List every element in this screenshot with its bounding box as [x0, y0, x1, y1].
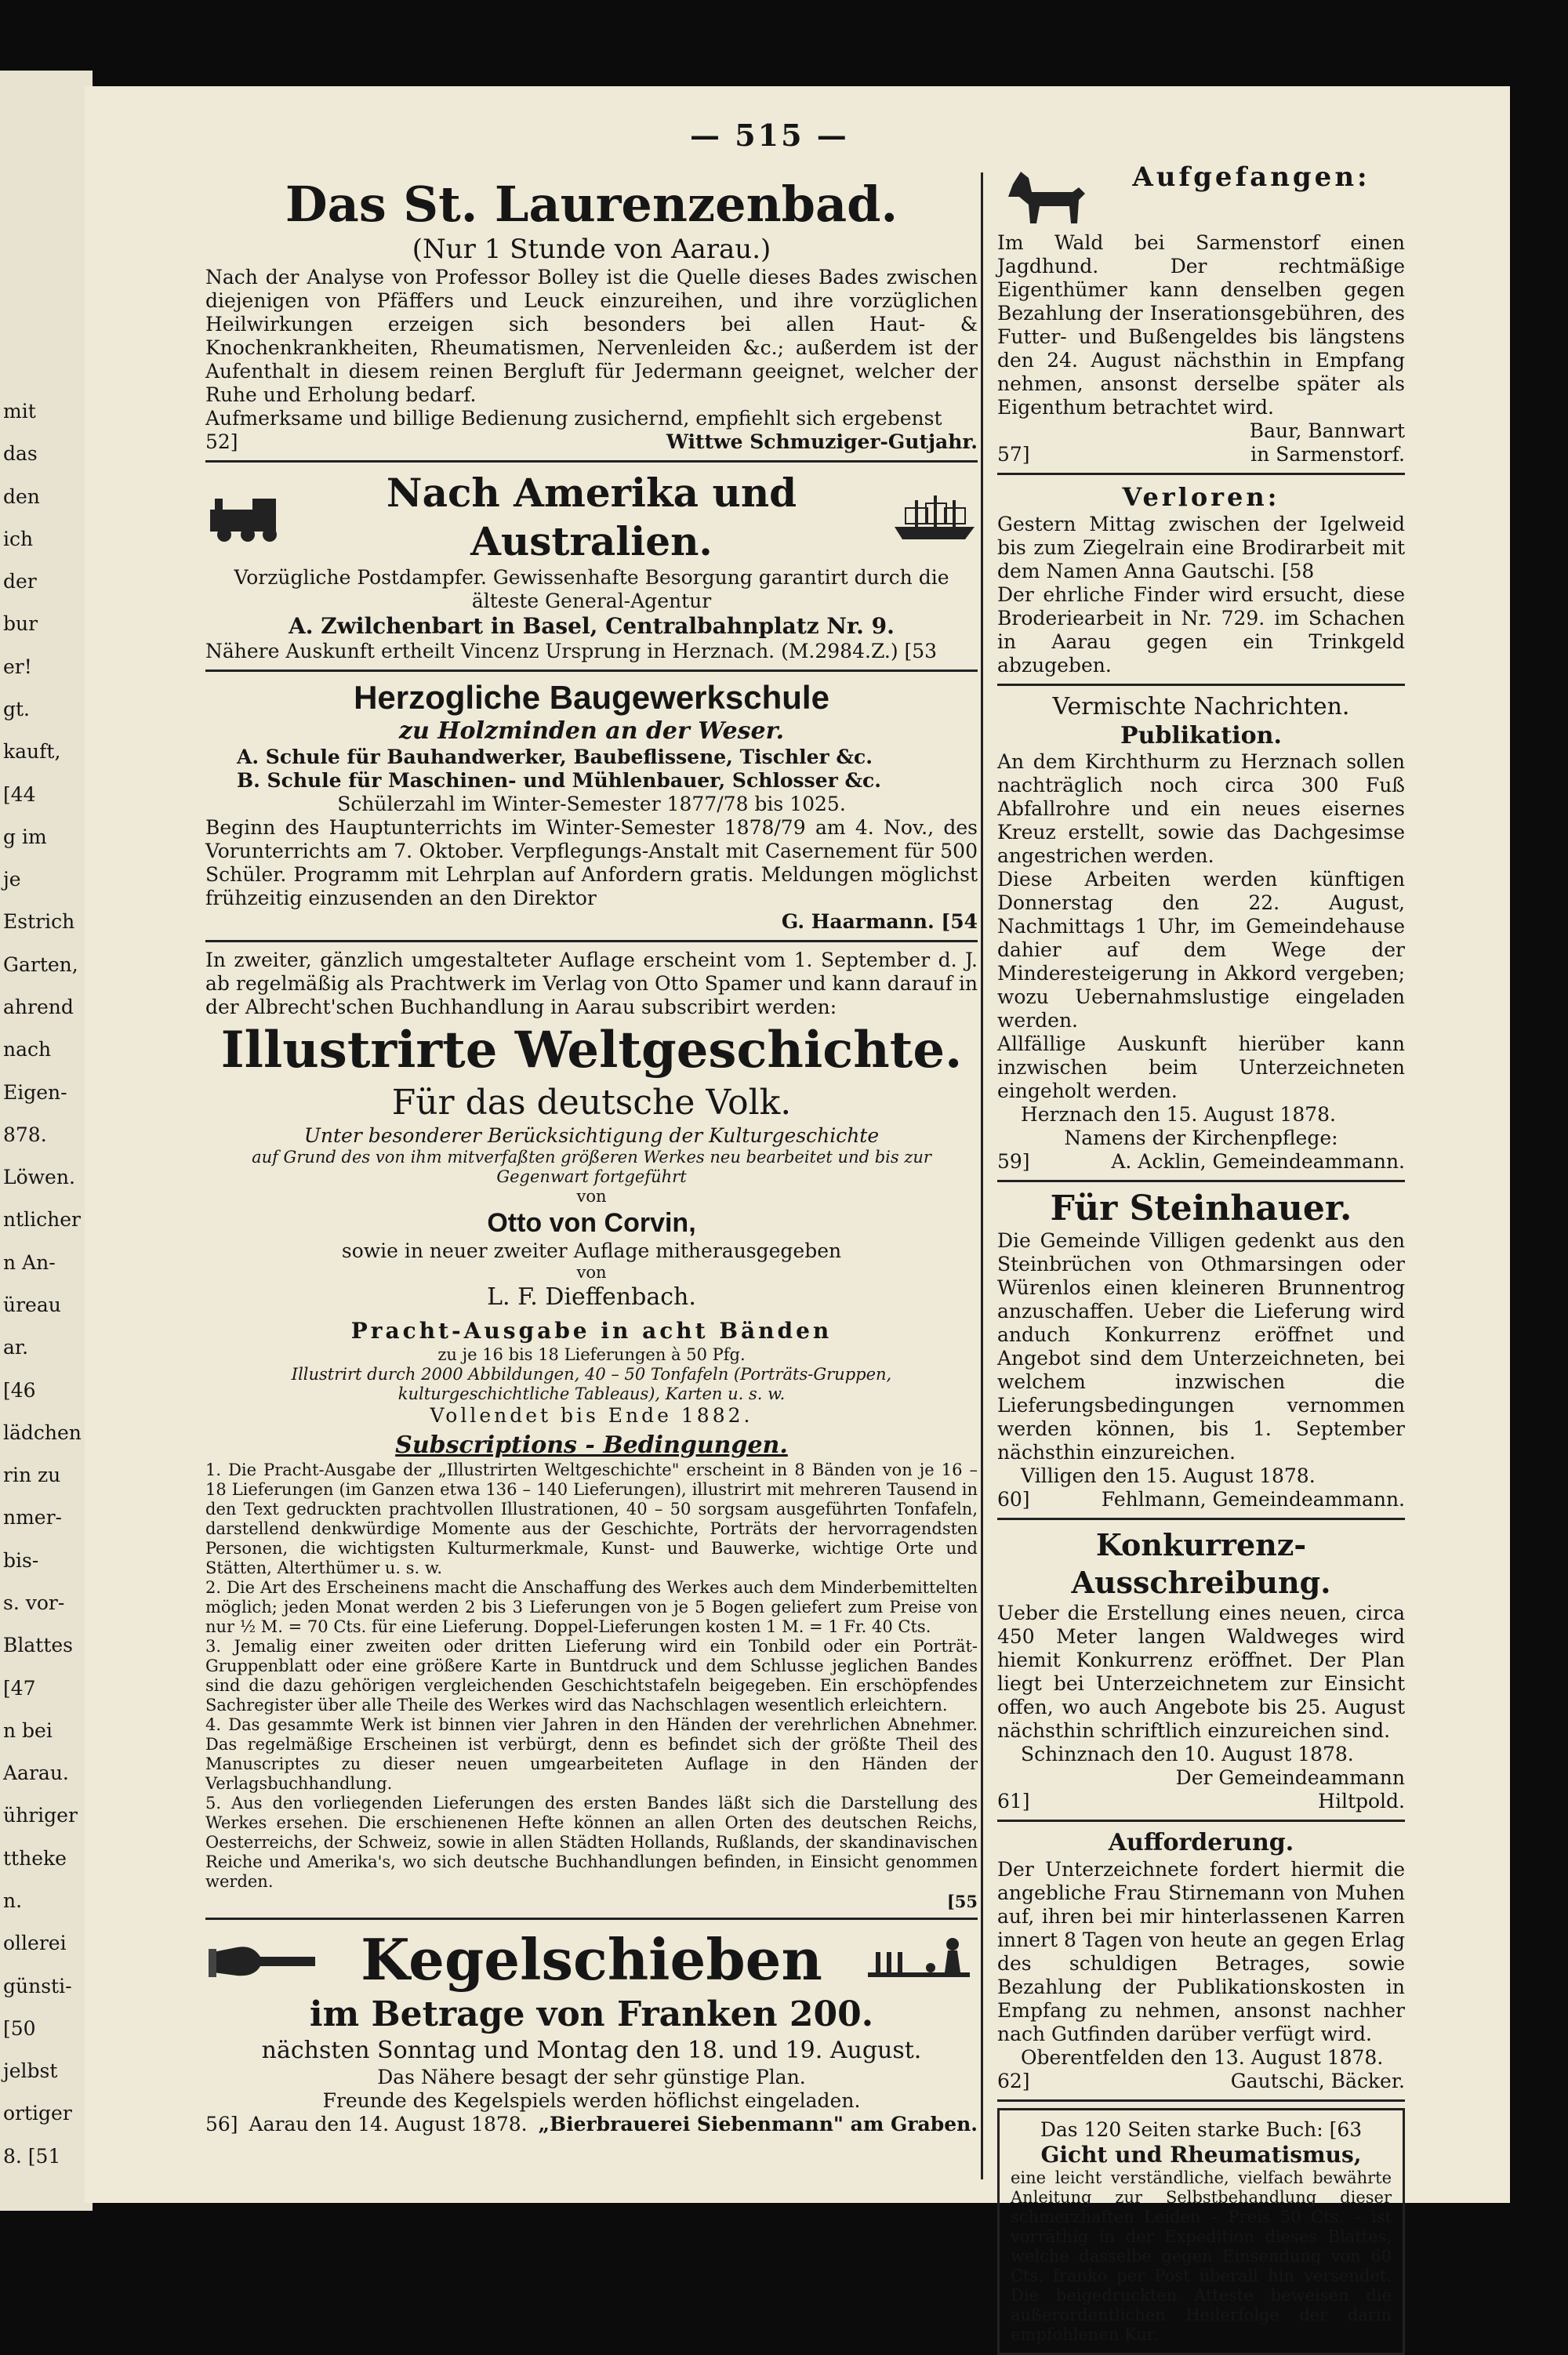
left-margin-fragment: üreau — [3, 1294, 61, 1316]
left-margin-fragment: [47 — [3, 1676, 36, 1700]
aufgefangen-place: in Sarmenstorf. — [1250, 443, 1405, 466]
verloren-body: Gestern Mittag zwischen der Igelweid bis zum Ziegelrain eine Brodirarbeit mit dem Namen Anna Gautschi. [58 — [997, 513, 1405, 582]
vermischte-signature: A. Acklin, Gemeindeammann. — [1111, 1150, 1405, 1173]
page-number: — 515 — — [690, 118, 849, 153]
rule — [997, 473, 1405, 475]
left-margin-fragment: jelbst — [3, 2059, 58, 2083]
amerika-agent: A. Zwilchenbart in Basel, Centralbahnplatz Nr. 9. — [289, 613, 895, 639]
left-margin-fragment: ahrend — [3, 996, 74, 1018]
weltgeschichte-cond3: 3. Jemalig einer zweiten oder dritten Lieferung wird ein Tonbild oder ein Porträt-Gruppenblatt oder eine größere Karte in Buntdruck und dem Schlusse jeglichen Bandes sind die dazu gehörigen vergleichenden Geschichtstafeln beigegeben. Ein erschöpfendes Sachregister über alle Theile des Werkes wird das Nachschlagen wesentlich erleichtern. — [205, 1637, 978, 1715]
vermischte-date: Herznach den 15. August 1878. — [1021, 1103, 1336, 1126]
left-margin-fragment: ntlicher — [3, 1208, 81, 1232]
left-margin-fragment: das — [3, 442, 38, 466]
baugewerk-body: Beginn des Hauptunterrichts im Winter-Semester 1878/79 am 4. Nov., des Vorunterrichts am 7. Oktober. Verpflegungs-Anstalt mit Casernement für 500 Schüler. Programm mit Lehrplan auf Anfordern gratis. Meldungen möglichst frühzeitig einzusenden an den Direktor — [205, 816, 978, 909]
vermischte-ref: 59] — [997, 1150, 1030, 1173]
weltgeschichte-intro: In zweiter, gänzlich umgestalteter Auflage erscheint vom 1. September d. J. ab regelmäßig als Prachtwerk im Verlag von Otto Spamer und kann darauf in der Albrecht'schen Buchhandlung in Aarau subscribirt werden: — [205, 949, 978, 1018]
rule — [997, 2099, 1405, 2102]
ad-amerika — [205, 469, 978, 663]
left-margin-fragment: bur — [3, 612, 38, 636]
left-margin-fragment: n bei — [3, 1718, 53, 1742]
steinhauer-signature: Fehlmann, Gemeindeammann. — [1101, 1488, 1405, 1511]
rule — [997, 1518, 1405, 1520]
aufgefangen-signature: Baur, Bannwart — [1249, 419, 1405, 442]
amerika-info: Nähere Auskunft ertheilt Vincenz Ursprung in Herznach. (M.2984.Z.) [53 — [205, 640, 938, 662]
kegel-place: Aarau den 14. August 1878. — [249, 2113, 528, 2135]
left-margin-fragment: [50 — [3, 2016, 36, 2040]
left-margin-fragment: Löwen. — [3, 1166, 75, 1189]
left-margin-strip — [0, 71, 93, 2211]
dog-icon — [997, 161, 1091, 231]
kegel-prize: im Betrage von Franken 200. — [309, 1994, 874, 2034]
weltgeschichte-cond5: 5. Aus den vorliegenden Lieferungen des ersten Bandes läßt sich die Darstellung des Werkes ersehen. Die erschienenen Hefte können an allen Orten des deutschen Reichs, Oesterreichs, der Schweiz, sowie in allen Städten Hollands, Rußlands, der skandinavischen Reiche und Amerika's, wo sich deutsche Buchhandlungen befinden, in Einsicht genommen werden. — [205, 1794, 978, 1891]
amerika-title: Nach Amerika und Australien. — [386, 470, 797, 564]
weltgeschichte-cond1: 1. Die Pracht-Ausgabe der „Illustrirten Weltgeschichte" erscheint in 8 Bänden von je 16 – 18 Lieferungen (im Ganzen etwa 136 – 140 Lieferungen), illustrirt mit mehreren Tausend in den Text gedruckten prachtvollen Illustrationen, 40 – 50 sorgsam ausgeführten Tonfafeln, darstellend denkwürdige Momente aus der Geschichte, Porträts der hervorragendsten Personen, die wichtigsten Kulturmerkmale, Kunst- und Bauwerke, wichtige Orte und Stätten, Alterthümer u. s. w. — [205, 1461, 978, 1577]
gicht-body: eine leicht verständliche, vielfach bewährte Anleitung zur Selbstbehandlung dieser schmerzhaften Leiden – Preis 50 Cts. – ist vorräthig in der Expedition dieses Blattes, welche dasselbe gegen Einsendung von 60 Cts. franko per Post überall hin versendet. Die beigedruckten Atteste beweisen die außerordentlichen Heilerfolge der darin empfohlenen Kur. — [1011, 2168, 1392, 2344]
vermischte-body2: Diese Arbeiten werden künftigen Donnerstag den 22. August, Nachmittags 1 Uhr, im Gemeindehause dahier auf dem Wege der Minderesteigerung in Akkord vergeben; wozu Uebernahmslustige eingeladen werden. — [997, 868, 1405, 1032]
left-margin-fragment: [44 — [3, 782, 36, 806]
publikation-title: Publikation. — [1120, 722, 1282, 749]
left-margin-fragment: je — [3, 868, 21, 891]
rule — [205, 669, 978, 672]
laurenzenbad-subtitle: (Nur 1 Stunde von Aarau.) — [412, 234, 771, 265]
amerika-body: Vorzügliche Postdampfer. Gewissenhafte Besorgung garantirt durch die älteste General-Agentur — [234, 566, 949, 612]
steinhauer-title: Für Steinhauer. — [1050, 1188, 1352, 1228]
verloren-title: Verloren: — [1122, 482, 1280, 512]
baugewerk-subtitle: zu Holzminden an der Weser. — [398, 717, 785, 745]
steamship-icon — [891, 492, 978, 542]
left-margin-fragment: Estrich — [3, 910, 75, 934]
verloren-body2: Der ehrliche Finder wird ersucht, diese Broderiearbeit in Nr. 729. im Schachen in Aarau gegen ein Trinkgeld abzugeben. — [997, 583, 1405, 677]
ad-laurenzenbad — [205, 176, 978, 454]
weltgeschichte-sub-title: Subscriptions - Bedingungen. — [395, 1432, 788, 1459]
weltgeschichte-pracht: Pracht-Ausgabe in acht Bänden — [350, 1318, 833, 1344]
laurenzenbad-title: Das St. Laurenzenbad. — [285, 176, 898, 233]
left-margin-fragment: [46 — [3, 1378, 36, 1402]
aufgefangen-ref: 57] — [997, 443, 1030, 466]
weltgeschichte-author: Otto von Corvin, — [487, 1208, 696, 1238]
rule — [997, 684, 1405, 686]
laurenzenbad-ref: 52] — [205, 430, 238, 453]
ad-baugewerkschule — [205, 678, 978, 934]
left-margin-fragment: 8. [51 — [3, 2144, 61, 2168]
rule — [205, 940, 978, 942]
kegel-invite: Freunde des Kegelspiels werden höflichst eingeladen. — [322, 2089, 861, 2112]
kegel-dates: nächsten Sonntag und Montag den 18. und 19. August. — [261, 2037, 922, 2064]
left-margin-fragment: Aarau. — [3, 1762, 69, 1785]
rule — [997, 1180, 1405, 1182]
left-margin-fragment: kauft, — [3, 740, 61, 764]
aufforderung-title: Aufforderung. — [1108, 1829, 1294, 1856]
aufgefangen-title: Aufgefangen: — [1132, 161, 1370, 193]
left-margin-fragment: s. vor- — [3, 1591, 65, 1614]
laurenzenbad-body: Nach der Analyse von Professor Bolley ist die Quelle dieses Bades zwischen diejenigen von Pfäffers und Leuck einzureihen, und ihre vorzüglichen Heilwirkungen erzeigen sich besonders bei allen Haut- & Knochenkrankheiten, Rheumatismen, Nervenleiden &c.; außerdem ist der Aufenthalt in diesem reinen Bergluft für Jedermann geeignet, welcher der Ruhe und Erholung bedarf. — [205, 266, 978, 406]
left-margin-fragment: nmer- — [3, 1506, 62, 1529]
laurenzenbad-signature: Wittwe Schmuziger-Gutjahr. — [666, 430, 978, 453]
weltgeschichte-line1: Unter besonderer Berücksichtigung der Kulturgeschichte — [303, 1124, 880, 1147]
left-margin-fragment: rin zu — [3, 1464, 61, 1487]
vermischte-body3: Allfällige Auskunft hierüber kann inzwischen beim Unterzeichneten eingeholt werden. — [997, 1032, 1405, 1102]
vermischte-body: An dem Kirchthurm zu Herznach sollen nachträglich noch circa 300 Fuß Abfallrohre und ein neues eisernes Kreuz erstellt, sowie das Dachgesimse angestrichen werden. — [997, 750, 1405, 867]
konkurrenz-names: Der Gemeindeammann — [1175, 1766, 1405, 1789]
aufforderung-signature: Gautschi, Bäcker. — [1230, 2070, 1405, 2092]
kegel-title: Kegelschieben — [361, 1926, 822, 1993]
rule — [205, 460, 978, 463]
bowling-scene-icon — [860, 1929, 978, 1991]
left-margin-fragment: bis- — [3, 1548, 39, 1572]
laurenzenbad-line2: Aufmerksame und billige Bedienung zusichernd, empfiehlt sich ergebenst — [205, 407, 942, 430]
left-margin-fragment: den — [3, 484, 40, 508]
left-margin-fragment: gt. — [3, 698, 30, 720]
weltgeschichte-cond4: 4. Das gesammte Werk ist binnen vier Jahren in den Händen der verehrlichen Abnehmer. Das regelmäßige Erscheinen ist verbürgt, denn es befindet sich der größte Theil des Manuscriptes zu dieser neuen umgearbeiteten Auflage in den Händen der Verlagsbuchhandlung. — [205, 1715, 978, 1793]
left-margin-fragment: ich — [3, 527, 34, 550]
baugewerk-count: Schülerzahl im Winter-Semester 1877/78 bis 1025. — [337, 793, 846, 815]
ad-weltgeschichte — [205, 949, 978, 1911]
steinhauer-ref: 60] — [997, 1488, 1030, 1511]
left-margin-fragment: mit — [3, 400, 36, 423]
left-margin-fragment: Eigen- — [3, 1080, 67, 1104]
aufforderung-ref: 62] — [997, 2070, 1030, 2092]
left-margin-fragment: ollerei — [3, 1932, 67, 1955]
left-margin-fragment: n. — [3, 1889, 23, 1912]
left-margin-fragment: ühriger — [3, 1804, 78, 1827]
weltgeschichte-ende: Vollendet bis Ende 1882. — [430, 1404, 753, 1427]
aufforderung-body: Der Unterzeichnete fordert hiermit die angebliche Frau Stirnemann von Muhen auf, ihren bei mir hinterlassenen Karren innert 8 Tagen von heute an gegen Erlag des schuldigen Betrages, sowie Bezahlung der Publikationskosten in Empfang zu nehmen, ansonst nachher nach Gutfinden darüber verfügt wird. — [997, 1858, 1405, 2045]
middle-column — [205, 176, 978, 2183]
rule — [205, 1918, 978, 1920]
weltgeschichte-title: Illustrirte Weltgeschichte. — [220, 1021, 963, 1080]
weltgeschichte-lieferungen: zu je 16 bis 18 Lieferungen à 50 Pfg. — [437, 1345, 746, 1364]
weltgeschichte-subtitle: Für das deutsche Volk. — [391, 1083, 792, 1123]
vermischte-names: Namens der Kirchenpflege: — [1064, 1127, 1338, 1149]
weltgeschichte-von1: von — [576, 1187, 607, 1206]
left-margin-fragment: g im — [3, 825, 47, 848]
left-margin-fragment: ortiger — [3, 2102, 72, 2125]
ad-aufgefangen — [997, 161, 1405, 466]
left-margin-fragment: 878. — [3, 1123, 47, 1146]
left-margin-fragment: der — [3, 570, 37, 593]
weltgeschichte-von2: von — [576, 1263, 607, 1282]
left-margin-fragment: Garten, — [3, 953, 78, 976]
left-margin-fragment: ttheke — [3, 1846, 67, 1870]
baugewerk-a: A. Schule für Bauhandwerker, Baubeflissene, Tischler &c. — [237, 746, 873, 768]
baugewerk-b: B. Schule für Maschinen- und Mühlenbauer, Schlosser &c. — [237, 769, 881, 792]
kegel-ref: 56] — [205, 2113, 238, 2135]
ad-kegelschieben — [205, 1926, 978, 2136]
steinhauer-body: Die Gemeinde Villigen gedenkt aus den Steinbrüchen von Othmarsingen oder Würenlos einen kleineren Brunnentrog anzuschaffen. Ueber die Lieferung wird anduch Konkurrenz eröffnet und Angebot sind dem Unterzeichneten, bei welchem inzwischen die Lieferungsbedingungen vernommen werden können, bis 1. September nächsthin einzureichen. — [997, 1229, 1405, 1464]
weltgeschichte-cond2: 2. Die Art des Erscheinens macht die Anschaffung des Werkes auch dem Minderbemittelten möglich; jeden Monat werden 2 bis 3 Lieferungen von je 5 Bogen geliefert zum Preise von nur ½ M. = 70 Cts. für eine Lieferung. Doppel-Lieferungen kosten 1 M. = 1 Fr. 40 Cts. — [205, 1578, 978, 1636]
steinhauer-date: Villigen den 15. August 1878. — [1021, 1464, 1316, 1487]
left-margin-fragment: ar. — [3, 1336, 29, 1359]
left-margin-fragment: lädchen — [3, 1421, 82, 1444]
weltgeschichte-line2: auf Grund des von ihm mitverfaßten größeren Werkes neu bearbeitet und bis zur Gegenwart fortgeführt — [252, 1148, 931, 1186]
ad-konkurrenz — [997, 1526, 1405, 1813]
aufforderung-date: Oberentfelden den 13. August 1878. — [1021, 2046, 1384, 2069]
baugewerk-title: Herzogliche Baugewerkschule — [354, 679, 829, 716]
kegel-plan: Das Nähere besagt der sehr günstige Plan. — [377, 2066, 806, 2088]
kegel-signature: „Bierbrauerei Siebenmann" am Graben. — [538, 2113, 978, 2135]
rule — [997, 1820, 1405, 1822]
left-margin-fragment: nach — [3, 1038, 52, 1061]
aufgefangen-body: Im Wald bei Sarmenstorf einen Jagdhund. Der rechtmäßige Eigenthümer kann denselben gegen Bezahlung der Inserationsgebühren, des Futter- und Bußengeldes bis längstens den 24. August nächsthin in Empfang nehmen, ansonst derselbe später als Eigenthum betrachtet wird. — [997, 231, 1405, 419]
left-margin-fragment: Blattes — [3, 1634, 73, 1657]
left-margin-fragment: günsti- — [3, 1974, 72, 1998]
pointing-hand-icon — [205, 1929, 323, 1991]
gicht-intro: Das 120 Seiten starke Buch: [63 — [1040, 2118, 1363, 2141]
konkurrenz-date: Schinznach den 10. August 1878. — [1021, 1743, 1354, 1765]
left-margin-fragment: er! — [3, 655, 32, 678]
weltgeschichte-coauthor: L. F. Dieffenbach. — [487, 1283, 696, 1311]
ad-vermischte — [997, 692, 1405, 1174]
weltgeschichte-illus: Illustrirt durch 2000 Abbildungen, 40 – 50 Tonfafeln (Porträts-Gruppen, kulturgeschichtliche Tableaus), Karten u. s. w. — [291, 1365, 892, 1403]
konkurrenz-ref: 61] — [997, 1790, 1030, 1813]
ad-verloren — [997, 481, 1405, 677]
left-margin-fragment: n An- — [3, 1250, 56, 1274]
gicht-title: Gicht und Rheumatismus, — [1040, 2142, 1362, 2168]
ad-gicht — [997, 2108, 1405, 2355]
konkurrenz-signature: Hiltpold. — [1318, 1790, 1405, 1813]
locomotive-icon — [205, 492, 292, 542]
ad-steinhauer — [997, 1188, 1405, 1511]
vermischte-title: Vermischte Nachrichten. — [1052, 693, 1350, 720]
weltgeschichte-ref: [55 — [946, 1892, 978, 1911]
column-divider — [981, 172, 983, 2179]
baugewerk-signature: G. Haarmann. [54 — [781, 910, 978, 933]
ad-aufforderung — [997, 1828, 1405, 2093]
weltgeschichte-line3: sowie in neuer zweiter Auflage mitherausgegeben — [341, 1239, 842, 1262]
konkurrenz-body: Ueber die Erstellung eines neuen, circa 450 Meter langen Waldweges wird hiemit Konkurrenz eröffnet. Der Plan liegt bei Unterzeichnetem zur Einsicht offen, wo auch Angebote bis 25. August nächsthin schriftlich einzureichen sind. — [997, 1602, 1405, 1742]
right-column — [997, 161, 1405, 2344]
konkurrenz-title: Konkurrenz-Ausschreibung. — [1071, 1527, 1331, 1600]
